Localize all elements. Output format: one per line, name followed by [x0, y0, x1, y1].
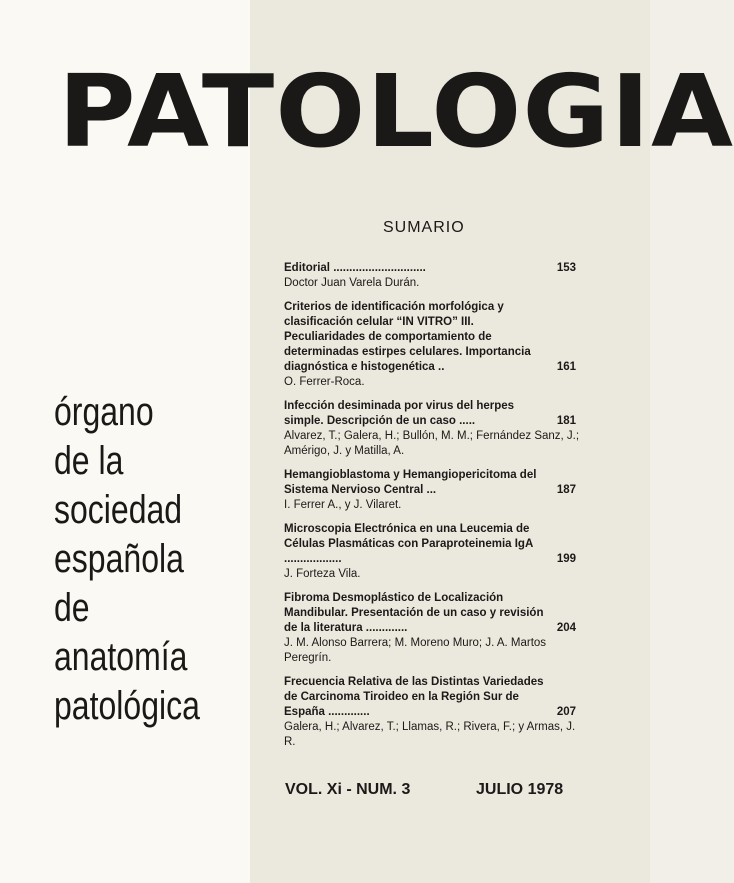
toc-entry-title	[284, 261, 580, 276]
toc-entry-authors: J. Forteza Vila.	[284, 568, 361, 580]
toc-entry-title-text: Criterios de identificación morfológica y clasificación celular “IN VITRO” III. Peculiaridades de comportamiento de determinadas estirpes celulares. Importancia diagnóstica e histogenética ..	[284, 301, 531, 373]
toc-entry-title	[284, 675, 580, 720]
toc-entry	[284, 399, 580, 459]
toc-entry	[284, 591, 580, 666]
subtitle-line: española	[54, 537, 184, 581]
subtitle-line: de	[54, 586, 90, 630]
toc-entry-title	[284, 522, 580, 567]
issue-volume: VOL. Xi - NUM. 3	[285, 781, 411, 798]
toc-entry-authors: I. Ferrer A., y J. Vilaret.	[284, 499, 402, 511]
subtitle-line: sociedad	[54, 488, 183, 532]
toc-entry	[284, 468, 580, 513]
toc-entry-page: 187	[556, 484, 576, 496]
toc-entry-title	[284, 468, 580, 498]
subtitle-line: anatomía	[54, 635, 188, 679]
toc-entry-authors: Galera, H.; Alvarez, T.; Llamas, R.; Rivera, F.; y Armas, J. R.	[284, 721, 576, 748]
subtitle-line: órgano	[54, 390, 154, 434]
subtitle-line: de la	[54, 439, 124, 483]
toc-entry-authors: Alvarez, T.; Galera, H.; Bullón, M. M.; Fernández Sanz, J.; Amérigo, J. y Matilla, A.	[284, 430, 580, 457]
issue-date: JULIO 1978	[476, 781, 564, 798]
toc-entry	[284, 261, 580, 291]
toc-entry	[284, 675, 580, 750]
toc-entry-page: 199	[556, 553, 576, 565]
toc-entry-title-text: Frecuencia Relativa de las Distintas Variedades de Carcinoma Tiroideo en la Región Sur de España .............	[284, 676, 544, 718]
toc-entry-title-text: Microscopia Electrónica en una Leucemia de Células Plasmáticas con Paraproteinemia IgA ..................	[284, 523, 533, 565]
toc-entry-page: 161	[556, 361, 576, 373]
journal-title: PATOLOGIA	[58, 53, 734, 170]
toc-entry-page: 204	[556, 622, 576, 634]
toc-entry	[284, 300, 580, 390]
toc-entry-page: 207	[556, 706, 576, 718]
toc-entry-page: 153	[556, 262, 576, 274]
table-of-contents	[284, 261, 580, 759]
toc-entry-title-text: Infección desiminada por virus del herpes simple. Descripción de un caso .....	[284, 400, 515, 427]
toc-entry	[284, 522, 580, 582]
subtitle-line: patológica	[54, 684, 200, 728]
toc-entry-authors: J. M. Alonso Barrera; M. Moreno Muro; J. A. Martos Peregrín.	[284, 637, 547, 664]
toc-entry-title-text: Hemangioblastoma y Hemangiopericitoma del Sistema Nervioso Central ...	[284, 469, 537, 496]
toc-entry-title	[284, 300, 580, 375]
toc-heading: SUMARIO	[383, 219, 465, 236]
toc-entry-title-text: Editorial .............................	[284, 262, 426, 274]
toc-entry-page: 181	[556, 415, 576, 427]
toc-entry-title	[284, 591, 580, 636]
toc-entry-authors: O. Ferrer-Roca.	[284, 376, 365, 388]
toc-entry-title	[284, 399, 580, 429]
toc-entry-authors: Doctor Juan Varela Durán.	[284, 277, 420, 289]
toc-entry-title-text: Fibroma Desmoplástico de Localización Mandibular. Presentación de un caso y revisión de la literatura .............	[284, 592, 544, 634]
society-subtitle	[54, 388, 200, 731]
